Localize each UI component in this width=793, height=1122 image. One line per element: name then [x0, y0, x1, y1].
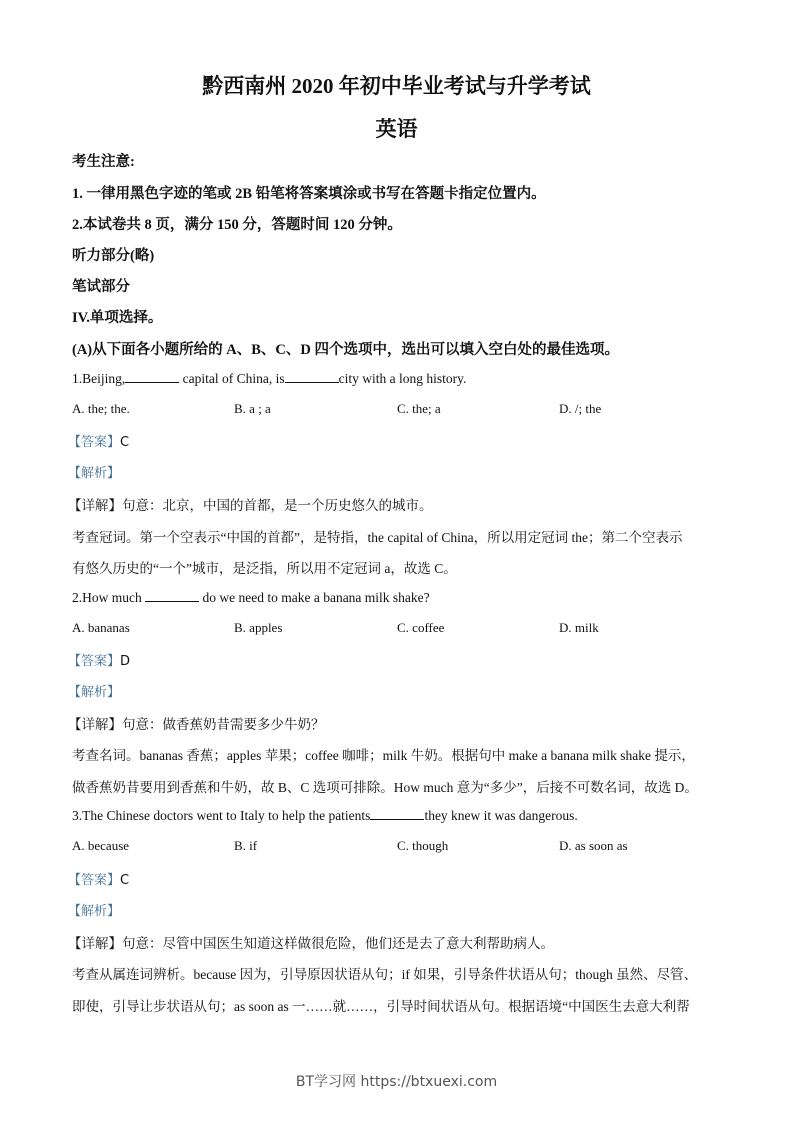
- question-2-detail: 【详解】句意：做香蕉奶昔需要多少牛奶？: [68, 717, 325, 732]
- notice-item-2: 2.本试卷共 8 页，满分 150 分，答题时间 120 分钟。: [72, 217, 402, 233]
- question-3-option-d: D. as soon as: [559, 838, 628, 853]
- instruction: (A)从下面各小题所给的 A、B、C、D 四个选项中，选出可以填入空白处的最佳选项。: [72, 342, 619, 358]
- question-2-option-b: B. apples: [234, 620, 283, 635]
- notice-heading: 考生注意:: [72, 154, 135, 170]
- question-1-explanation-line-2: 有悠久历史的“一个”城市，是泛指，所以用不定冠词 a，故选 C。: [72, 561, 457, 576]
- question-3-detail: 【详解】句意：尽管中国医生知道这样做很危险，他们还是去了意大利帮助病人。: [68, 936, 554, 951]
- question-3-explanation-line-2: 即使，引导让步状语从句；as soon as 一……就……，引导时间状语从句。根据语境“中国医生去意大利帮: [72, 999, 690, 1014]
- question-1-explanation-line-1: 考查冠词。第一个空表示“中国的首都”，是特指，the capital of China，所以用定冠词 the；第二个空表示: [72, 530, 683, 545]
- question-3-stem: 3.The Chinese doctors went to Italy to help the patients they knew it was dangerous.: [72, 808, 578, 823]
- question-2-analysis-label: 【解析】: [68, 685, 121, 700]
- question-1-answer: 【答案】C: [68, 435, 130, 450]
- question-2-option-a: A. bananas: [72, 620, 130, 635]
- question-3-explanation-line-1: 考查从属连词辨析。because 因为，引导原因状语从句；if 如果，引导条件状语从句；though 虽然、尽管、: [72, 967, 698, 982]
- question-2-answer: 【答案】D: [68, 654, 131, 669]
- question-3-analysis-label: 【解析】: [68, 904, 121, 919]
- question-1-option-b: B. a ; a: [234, 401, 271, 416]
- question-2-stem: 2.How much do we need to make a banana milk shake?: [72, 590, 430, 605]
- question-3-option-b: B. if: [234, 838, 258, 853]
- part-heading: IV.单项选择。: [72, 310, 163, 326]
- blank: [145, 589, 199, 602]
- question-2-option-c: C. coffee: [397, 620, 445, 635]
- question-2-option-d: D. milk: [559, 620, 599, 635]
- writing-section: 笔试部分: [72, 279, 130, 295]
- question-1-option-d: D. /; the: [559, 401, 602, 416]
- question-2-explanation-line-1: 考查名词。bananas 香蕉；apples 苹果；coffee 咖啡；milk 牛奶。根据句中 make a banana milk shake 提示，: [72, 748, 695, 763]
- question-1-detail: 【详解】句意：北京，中国的首都，是一个历史悠久的城市。: [68, 498, 433, 513]
- exam-subject: 英语: [375, 117, 418, 141]
- notice-item-1: 1. 一律用黑色字迹的笔或 2B 铅笔将答案填涂或书写在答题卡指定位置内。: [72, 186, 546, 202]
- blank: [125, 370, 179, 383]
- question-1-option-a: A. the; the.: [72, 401, 130, 416]
- blank: [370, 807, 424, 820]
- listening-section: 听力部分(略): [72, 248, 155, 264]
- question-1-stem: 1.Beijing, capital of China, is city with a long history.: [72, 371, 467, 386]
- footer-watermark: BT学习网 https://btxuexi.com: [295, 1074, 498, 1090]
- question-2-explanation-line-2: 做香蕉奶昔要用到香蕉和牛奶，故 B、C 选项可排除。How much 意为“多少”，后接不可数名词，故选 D。: [72, 780, 698, 795]
- blank: [285, 370, 339, 383]
- question-1-analysis-label: 【解析】: [68, 466, 121, 481]
- question-3-answer: 【答案】C: [68, 873, 130, 888]
- question-3-option-a: A. because: [72, 838, 130, 853]
- question-3-option-c: C. though: [397, 838, 449, 853]
- question-1-option-c: C. the; a: [397, 401, 441, 416]
- exam-title: 黔西南州 2020 年初中毕业考试与升学考试: [202, 74, 591, 98]
